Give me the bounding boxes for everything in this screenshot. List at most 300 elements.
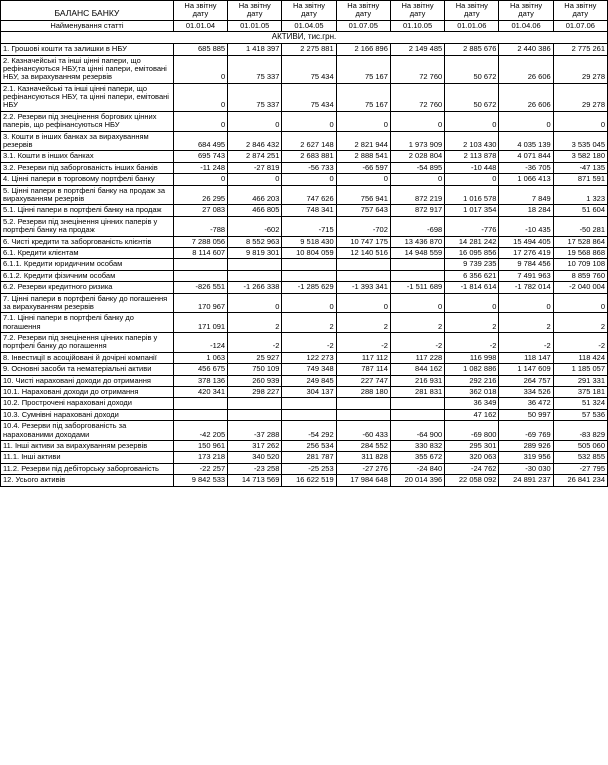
row-label: 11.1. Інші активи: [1, 452, 174, 463]
table-row: [1, 282, 608, 293]
cell-value: 50 997: [499, 409, 553, 420]
cell-value: -1 266 338: [228, 282, 282, 293]
cell-value: 311 828: [336, 452, 390, 463]
cell-value: 4 071 844: [499, 151, 553, 162]
cell-value: 787 114: [336, 364, 390, 375]
cell-value: 0: [336, 174, 390, 185]
cell-value: -2: [390, 333, 444, 353]
row-label: 10.1. Нараховані доходи до отримання: [1, 387, 174, 398]
cell-value: 0: [390, 174, 444, 185]
cell-value: 0: [445, 174, 499, 185]
cell-value: 26 606: [499, 55, 553, 83]
cell-value: 281 787: [282, 452, 336, 463]
page-title: БАЛАНС БАНКУ: [1, 1, 174, 21]
cell-value: -702: [336, 216, 390, 236]
cell-value: 25 927: [228, 352, 282, 363]
cell-value: 9 819 301: [228, 247, 282, 258]
cell-value: 2 166 896: [336, 44, 390, 55]
cell-value: 295 301: [445, 440, 499, 451]
cell-value: 8 859 760: [553, 270, 607, 281]
cell-value: -64 900: [390, 421, 444, 441]
cell-value: 7 849: [499, 185, 553, 205]
cell-value: 72 760: [390, 83, 444, 111]
table-row: [1, 270, 608, 281]
cell-value: 20 014 396: [390, 475, 444, 486]
cell-value: 532 855: [553, 452, 607, 463]
cell-value: 14 948 559: [390, 247, 444, 258]
cell-value: -50 281: [553, 216, 607, 236]
cell-value: 15 494 405: [499, 236, 553, 247]
row-label: 2.2. Резерви під знецінення боргових цінних паперів, що рефінансуються НБУ: [1, 111, 174, 131]
cell-value: 51 324: [553, 398, 607, 409]
cell-value: 173 218: [173, 452, 227, 463]
cell-value: 844 162: [390, 364, 444, 375]
cell-value: 2 103 430: [445, 131, 499, 151]
cell-value: -66 597: [336, 162, 390, 173]
cell-value: 378 136: [173, 375, 227, 386]
cell-value: -2: [445, 333, 499, 353]
cell-value: 16 095 856: [445, 247, 499, 258]
cell-value: -24 840: [390, 463, 444, 474]
cell-value: -23 258: [228, 463, 282, 474]
cell-value: 10 804 059: [282, 247, 336, 258]
cell-value: 1 973 909: [390, 131, 444, 151]
table-row: [1, 421, 608, 441]
cell-value: 289 926: [499, 440, 553, 451]
row-label: 10. Чисті нараховані доходи до отримання: [1, 375, 174, 386]
cell-value: 0: [173, 83, 227, 111]
cell-value: 3 582 180: [553, 151, 607, 162]
cell-value: -27 819: [228, 162, 282, 173]
column-header-date-2: На звітну дату: [282, 1, 336, 21]
cell-value: 57 536: [553, 409, 607, 420]
cell-value: 2: [336, 313, 390, 333]
cell-value: [228, 409, 282, 420]
cell-value: 75 434: [282, 83, 336, 111]
cell-value: -24 762: [445, 463, 499, 474]
cell-value: 291 331: [553, 375, 607, 386]
cell-value: 1 147 609: [499, 364, 553, 375]
cell-value: [282, 259, 336, 270]
table-row: [1, 111, 608, 131]
cell-value: 2: [553, 313, 607, 333]
cell-value: 466 805: [228, 205, 282, 216]
row-label: 3.2. Резерви під заборгованість інших банків: [1, 162, 174, 173]
cell-value: 17 528 864: [553, 236, 607, 247]
cell-value: 2 149 485: [390, 44, 444, 55]
table-row: [1, 259, 608, 270]
table-row: [1, 55, 608, 83]
cell-value: 2 275 881: [282, 44, 336, 55]
cell-value: 29 278: [553, 83, 607, 111]
cell-value: -25 253: [282, 463, 336, 474]
cell-value: -69 800: [445, 421, 499, 441]
row-label: 11. Інші активи за вирахуванням резервів: [1, 440, 174, 451]
cell-value: [390, 259, 444, 270]
cell-value: -715: [282, 216, 336, 236]
cell-value: 0: [282, 174, 336, 185]
cell-value: -776: [445, 216, 499, 236]
cell-value: -83 829: [553, 421, 607, 441]
row-label: 6.1.2. Кредити фізичним особам: [1, 270, 174, 281]
cell-value: 0: [228, 174, 282, 185]
column-header-date-6: На звітну дату: [499, 1, 553, 21]
cell-value: -11 248: [173, 162, 227, 173]
cell-value: 2 440 386: [499, 44, 553, 55]
row-label: 1. Грошові кошти та залишки в НБУ: [1, 44, 174, 55]
cell-value: 0: [282, 293, 336, 313]
cell-value: 14 281 242: [445, 236, 499, 247]
cell-value: 7 288 056: [173, 236, 227, 247]
cell-value: -2: [282, 333, 336, 353]
cell-value: 9 739 235: [445, 259, 499, 270]
cell-value: -37 288: [228, 421, 282, 441]
cell-value: [390, 398, 444, 409]
cell-value: 12 140 516: [336, 247, 390, 258]
row-label: 5. Цінні папери в портфелі банку на продаж за вирахуванням резервів: [1, 185, 174, 205]
cell-value: 1 185 057: [553, 364, 607, 375]
cell-value: 2 028 804: [390, 151, 444, 162]
cell-value: 216 931: [390, 375, 444, 386]
date-value-6: 01.04.06: [499, 20, 553, 31]
cell-value: 317 262: [228, 440, 282, 451]
table-row: [1, 162, 608, 173]
cell-value: 50 672: [445, 83, 499, 111]
column-header-date-3: На звітну дату: [336, 1, 390, 21]
table-row: [1, 44, 608, 55]
cell-value: -1 814 614: [445, 282, 499, 293]
cell-value: 2: [390, 313, 444, 333]
cell-value: 2: [228, 313, 282, 333]
cell-value: 36 472: [499, 398, 553, 409]
row-label: 10.3. Сумнівні нараховані доходи: [1, 409, 174, 420]
cell-value: 26 606: [499, 83, 553, 111]
cell-value: -826 551: [173, 282, 227, 293]
cell-value: 3 535 045: [553, 131, 607, 151]
cell-value: 26 841 234: [553, 475, 607, 486]
cell-value: 8 114 607: [173, 247, 227, 258]
cell-value: [282, 398, 336, 409]
cell-value: 750 109: [228, 364, 282, 375]
cell-value: 18 284: [499, 205, 553, 216]
cell-value: 150 961: [173, 440, 227, 451]
cell-value: 118 147: [499, 352, 553, 363]
row-label: 6.2. Резерви кредитного ризика: [1, 282, 174, 293]
cell-value: -788: [173, 216, 227, 236]
cell-value: 695 743: [173, 151, 227, 162]
date-value-2: 01.04.05: [282, 20, 336, 31]
cell-value: 2 846 432: [228, 131, 282, 151]
cell-value: [173, 259, 227, 270]
cell-value: -56 733: [282, 162, 336, 173]
table-row: [1, 247, 608, 258]
cell-value: 0: [282, 111, 336, 131]
table-body: [1, 44, 608, 486]
row-label: 12. Усього активів: [1, 475, 174, 486]
cell-value: 2 627 148: [282, 131, 336, 151]
table-row: [1, 463, 608, 474]
cell-value: [173, 398, 227, 409]
cell-value: 9 518 430: [282, 236, 336, 247]
cell-value: 2 888 541: [336, 151, 390, 162]
cell-value: 872 917: [390, 205, 444, 216]
cell-value: 2: [445, 313, 499, 333]
row-label: 6.1.1. Кредити юридичним особам: [1, 259, 174, 270]
cell-value: 284 552: [336, 440, 390, 451]
cell-value: [336, 270, 390, 281]
cell-value: [173, 270, 227, 281]
cell-value: 0: [445, 111, 499, 131]
cell-value: -54 895: [390, 162, 444, 173]
cell-value: 72 760: [390, 55, 444, 83]
cell-value: 304 137: [282, 387, 336, 398]
cell-value: 0: [390, 111, 444, 131]
table-header: [1, 1, 608, 44]
cell-value: -60 433: [336, 421, 390, 441]
row-label: 5.1. Цінні папери в портфелі банку на продаж: [1, 205, 174, 216]
table-row: [1, 151, 608, 162]
cell-value: -1 393 341: [336, 282, 390, 293]
cell-value: 2: [499, 313, 553, 333]
row-label: 11.2. Резерви під дебіторську заборгованість: [1, 463, 174, 474]
cell-value: 330 832: [390, 440, 444, 451]
cell-value: [228, 259, 282, 270]
cell-value: [173, 409, 227, 420]
table-row: [1, 205, 608, 216]
cell-value: 75 167: [336, 83, 390, 111]
cell-value: 1 017 354: [445, 205, 499, 216]
table-row: [1, 352, 608, 363]
header-row-title: [1, 1, 608, 21]
table-row: [1, 236, 608, 247]
cell-value: 36 349: [445, 398, 499, 409]
date-value-3: 01.07.05: [336, 20, 390, 31]
cell-value: -1 782 014: [499, 282, 553, 293]
table-row: [1, 313, 608, 333]
cell-value: 75 337: [228, 83, 282, 111]
cell-value: 13 436 870: [390, 236, 444, 247]
cell-value: 0: [499, 293, 553, 313]
cell-value: -2 040 004: [553, 282, 607, 293]
cell-value: 17 276 419: [499, 247, 553, 258]
cell-value: 281 831: [390, 387, 444, 398]
row-label-header: Найменування статті: [1, 20, 174, 31]
cell-value: 0: [336, 111, 390, 131]
cell-value: -36 705: [499, 162, 553, 173]
cell-value: 685 885: [173, 44, 227, 55]
cell-value: 75 434: [282, 55, 336, 83]
cell-value: 227 747: [336, 375, 390, 386]
cell-value: 872 219: [390, 185, 444, 205]
cell-value: 264 757: [499, 375, 553, 386]
cell-value: 14 713 569: [228, 475, 282, 486]
cell-value: 19 568 868: [553, 247, 607, 258]
row-label: 3. Кошти в інших банках за вирахуванням резервів: [1, 131, 174, 151]
cell-value: 2 874 251: [228, 151, 282, 162]
cell-value: 1 063: [173, 352, 227, 363]
cell-value: 1 066 413: [499, 174, 553, 185]
cell-value: 375 181: [553, 387, 607, 398]
cell-value: 117 228: [390, 352, 444, 363]
row-label: 10.2. Прострочені нараховані доходи: [1, 398, 174, 409]
table-row: [1, 83, 608, 111]
table-row: [1, 131, 608, 151]
table-row: [1, 475, 608, 486]
cell-value: 0: [173, 174, 227, 185]
cell-value: 2 113 878: [445, 151, 499, 162]
date-value-5: 01.01.06: [445, 20, 499, 31]
cell-value: 2 885 676: [445, 44, 499, 55]
cell-value: 6 356 621: [445, 270, 499, 281]
cell-value: [390, 409, 444, 420]
section-title: АКТИВИ, тис.грн.: [1, 32, 608, 44]
cell-value: 340 520: [228, 452, 282, 463]
row-label: 9. Основні засоби та нематеріальні активи: [1, 364, 174, 375]
cell-value: [228, 398, 282, 409]
date-value-4: 01.10.05: [390, 20, 444, 31]
cell-value: 320 063: [445, 452, 499, 463]
cell-value: -602: [228, 216, 282, 236]
date-value-1: 01.01.05: [228, 20, 282, 31]
section-header-row: [1, 32, 608, 44]
date-value-0: 01.01.04: [173, 20, 227, 31]
header-row-dates: [1, 20, 608, 31]
cell-value: 51 604: [553, 205, 607, 216]
row-label: 2. Казначейські та інші цінні папери, що рефінансуються НБУ,та цінні папери, емітовані НБУ, за вирахуванням резервів: [1, 55, 174, 83]
cell-value: -10 448: [445, 162, 499, 173]
table-row: [1, 216, 608, 236]
cell-value: -54 292: [282, 421, 336, 441]
cell-value: 171 091: [173, 313, 227, 333]
table-row: [1, 398, 608, 409]
cell-value: 292 216: [445, 375, 499, 386]
cell-value: 75 167: [336, 55, 390, 83]
cell-value: 116 998: [445, 352, 499, 363]
cell-value: -2: [228, 333, 282, 353]
row-label: 6. Чисті кредити та заборгованість клієнтів: [1, 236, 174, 247]
cell-value: 2 683 881: [282, 151, 336, 162]
cell-value: 362 018: [445, 387, 499, 398]
cell-value: 4 035 139: [499, 131, 553, 151]
cell-value: 1 418 397: [228, 44, 282, 55]
cell-value: -30 030: [499, 463, 553, 474]
cell-value: 0: [336, 293, 390, 313]
cell-value: 22 058 092: [445, 475, 499, 486]
cell-value: 29 278: [553, 55, 607, 83]
cell-value: -22 257: [173, 463, 227, 474]
cell-value: 16 622 519: [282, 475, 336, 486]
cell-value: [336, 398, 390, 409]
cell-value: -1 285 629: [282, 282, 336, 293]
row-label: 6.1. Кредити клієнтам: [1, 247, 174, 258]
row-label: 2.1. Казначейські та інші цінні папери, що рефінансуються НБУ, та цінні папери, емітовані НБУ: [1, 83, 174, 111]
table-row: [1, 409, 608, 420]
cell-value: 334 526: [499, 387, 553, 398]
cell-value: 505 060: [553, 440, 607, 451]
table-row: [1, 174, 608, 185]
column-header-date-7: На звітну дату: [553, 1, 607, 21]
cell-value: 256 534: [282, 440, 336, 451]
column-header-date-5: На звітну дату: [445, 1, 499, 21]
cell-value: 0: [173, 111, 227, 131]
cell-value: 75 337: [228, 55, 282, 83]
column-header-date-1: На звітну дату: [228, 1, 282, 21]
cell-value: 871 591: [553, 174, 607, 185]
cell-value: -47 135: [553, 162, 607, 173]
table-row: [1, 375, 608, 386]
cell-value: 122 273: [282, 352, 336, 363]
cell-value: 118 424: [553, 352, 607, 363]
cell-value: -124: [173, 333, 227, 353]
row-label: 8. Інвестиції в асоційовані й дочірні компанії: [1, 352, 174, 363]
cell-value: 0: [228, 111, 282, 131]
cell-value: 466 203: [228, 185, 282, 205]
table-row: [1, 364, 608, 375]
row-label: 7.1. Цінні папери в портфелі банку до погашення: [1, 313, 174, 333]
row-label: 3.1. Кошти в інших банках: [1, 151, 174, 162]
cell-value: [228, 270, 282, 281]
row-label: 7.2. Резерви під знецінення цінних паперів у портфелі банку до погашення: [1, 333, 174, 353]
cell-value: -69 769: [499, 421, 553, 441]
cell-value: 0: [228, 293, 282, 313]
cell-value: -698: [390, 216, 444, 236]
table-row: [1, 452, 608, 463]
cell-value: 298 227: [228, 387, 282, 398]
cell-value: 0: [553, 111, 607, 131]
cell-value: 456 675: [173, 364, 227, 375]
cell-value: 249 845: [282, 375, 336, 386]
table-row: [1, 333, 608, 353]
cell-value: 27 083: [173, 205, 227, 216]
cell-value: 9 842 533: [173, 475, 227, 486]
cell-value: 420 341: [173, 387, 227, 398]
cell-value: 319 956: [499, 452, 553, 463]
cell-value: 117 112: [336, 352, 390, 363]
cell-value: 749 348: [282, 364, 336, 375]
cell-value: 684 495: [173, 131, 227, 151]
column-header-date-4: На звітну дату: [390, 1, 444, 21]
cell-value: 2 775 261: [553, 44, 607, 55]
cell-value: -2: [499, 333, 553, 353]
cell-value: -2: [336, 333, 390, 353]
cell-value: 1 016 578: [445, 185, 499, 205]
column-header-date-0: На звітну дату: [173, 1, 227, 21]
cell-value: 260 939: [228, 375, 282, 386]
cell-value: 26 295: [173, 185, 227, 205]
cell-value: -42 205: [173, 421, 227, 441]
cell-value: 1 323: [553, 185, 607, 205]
cell-value: 170 967: [173, 293, 227, 313]
cell-value: 50 672: [445, 55, 499, 83]
cell-value: 47 162: [445, 409, 499, 420]
cell-value: 0: [173, 55, 227, 83]
cell-value: 757 643: [336, 205, 390, 216]
date-value-7: 01.07.06: [553, 20, 607, 31]
cell-value: 17 984 648: [336, 475, 390, 486]
cell-value: 288 180: [336, 387, 390, 398]
cell-value: 748 341: [282, 205, 336, 216]
cell-value: 8 552 963: [228, 236, 282, 247]
cell-value: 0: [499, 111, 553, 131]
table-row: [1, 440, 608, 451]
row-label: 4. Цінні папери в торговому портфелі банку: [1, 174, 174, 185]
cell-value: 2: [282, 313, 336, 333]
cell-value: 756 941: [336, 185, 390, 205]
cell-value: 0: [390, 293, 444, 313]
cell-value: 10 747 175: [336, 236, 390, 247]
table-row: [1, 185, 608, 205]
cell-value: 0: [445, 293, 499, 313]
